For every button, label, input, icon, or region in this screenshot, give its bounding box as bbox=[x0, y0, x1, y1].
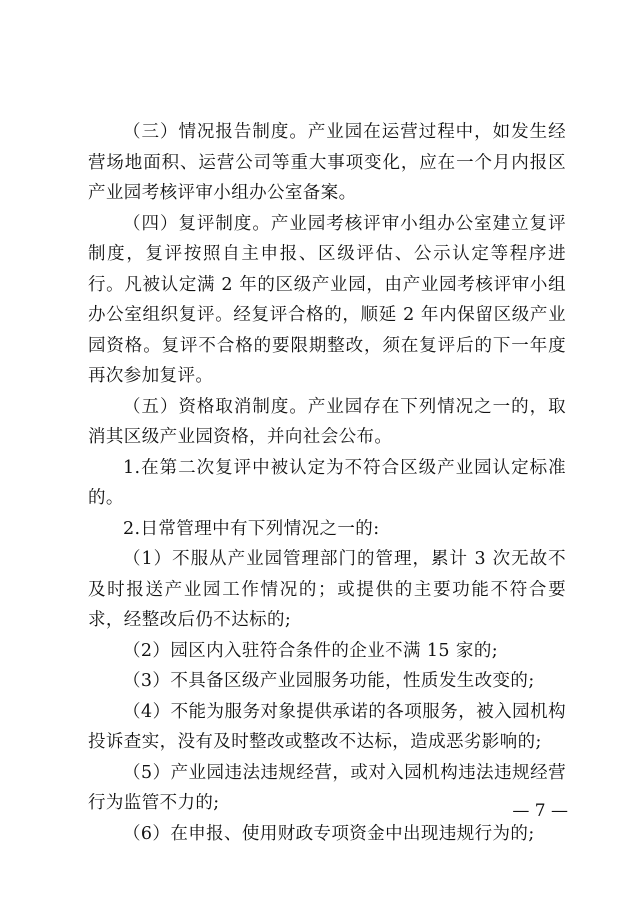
page-number: — 7 — bbox=[512, 801, 568, 821]
document-body bbox=[88, 117, 566, 849]
paragraph-qualification-cancellation: （五）资格取消制度。产业园存在下列情况之一的，取消其区级产业园资格，并向社会公布。 bbox=[88, 396, 566, 447]
list-item-2: 2.日常管理中有下列情况之一的: bbox=[123, 518, 380, 539]
sub-item-6: （6）在申报、使用财政专项资金中出现违规行为的; bbox=[123, 823, 535, 844]
list-item-1: 1.在第二次复评中被认定为不符合区级产业园认定标准的。 bbox=[88, 457, 566, 508]
paragraph-situation-reporting: （三）情况报告制度。产业园在运营过程中，如发生经营场地面积、运营公司等重大事项变化，应在一个月内报区产业园考核评审小组办公室备案。 bbox=[88, 122, 566, 203]
paragraph-re-evaluation: （四）复评制度。产业园考核评审小组办公室建立复评制度，复评按照自主申报、区级评估、公示认定等程序进行。凡被认定满 2 年的区级产业园，由产业园考核评审小组办公室组织复评。经复评合格的，顺延 2 年内保留区级产业园资格。复评不合格的要限期整改，须在复评后的下一年度再次参加复评。 bbox=[88, 213, 566, 386]
sub-item-1: （1）不服从产业园管理部门的管理，累计 3 次无故不及时报送产业园工作情况的；或提供的主要功能不符合要求，经整改后仍不达标的; bbox=[88, 549, 566, 630]
sub-item-3: （3）不具备区级产业园服务功能，性质发生改变的; bbox=[123, 671, 535, 691]
sub-item-2: （2）园区内入驻符合条件的企业不满 15 家的; bbox=[123, 640, 499, 661]
sub-item-5: （5）产业园违法违规经营，或对入园机构违法违规经营行为监管不力的; bbox=[88, 762, 566, 813]
sub-item-4: （4）不能为服务对象提供承诺的各项服务，被入园机构投诉查实，没有及时整改或整改不达标，造成恶劣影响的; bbox=[88, 701, 566, 752]
